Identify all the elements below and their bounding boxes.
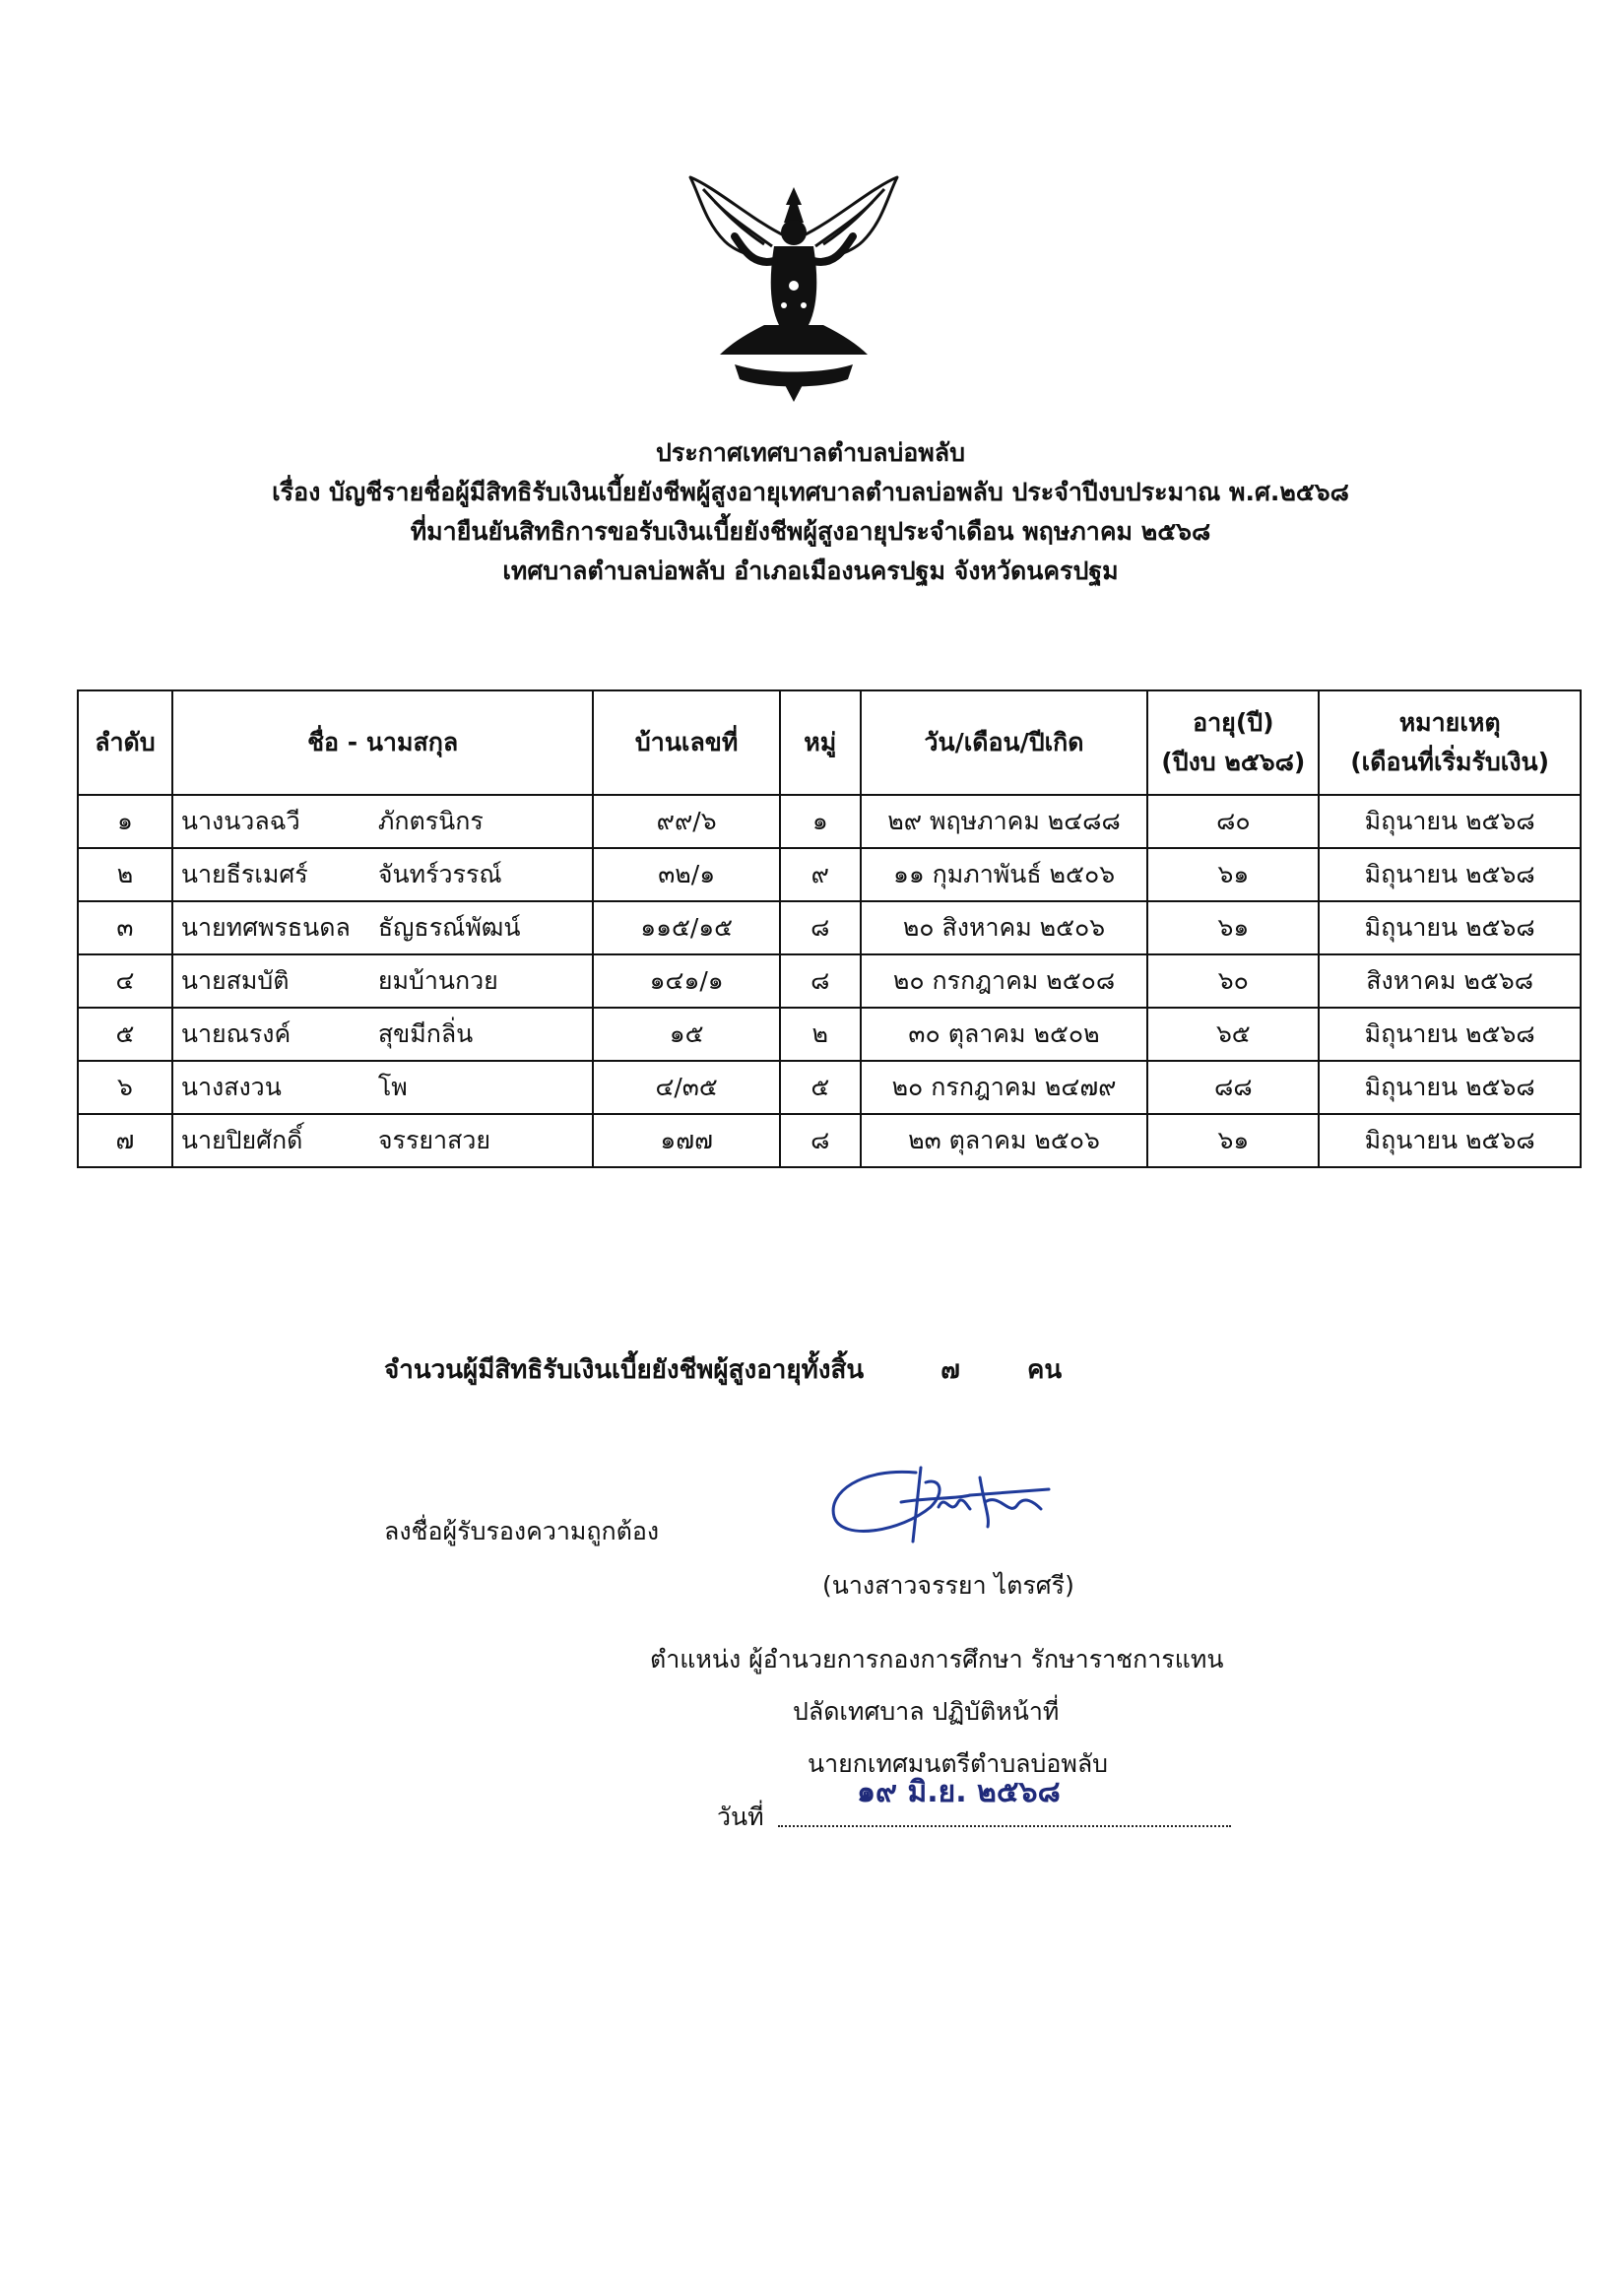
cell-moo: ๙: [780, 848, 861, 901]
cell-age: ๘๐: [1147, 795, 1319, 848]
heading-line-4: เทศบาลตำบลบ่อพลับ อำเภอเมืองนครปฐม จังหวัดนครปฐม: [502, 557, 1119, 585]
cell-no: ๓: [78, 901, 172, 954]
cell-remark: มิถุนายน ๒๕๖๘: [1319, 848, 1581, 901]
first-name: นายสมบัติ: [180, 966, 290, 995]
cell-dob: ๒๓ ตุลาคม ๒๕๐๖: [861, 1114, 1148, 1167]
cell-age: ๘๘: [1147, 1061, 1319, 1114]
last-name: จันทร์วรรณ์: [377, 860, 502, 888]
cell-moo: ๘: [780, 954, 861, 1008]
garuda-emblem: [676, 167, 912, 404]
header-moo: หมู่: [780, 690, 861, 795]
total-count: ๗: [940, 1355, 960, 1385]
heading-line-2: เรื่อง บัญชีรายชื่อผู้มีสิทธิรับเงินเบี้ยยังชีพผู้สูงอายุเทศบาลตำบลบ่อพลับ ประจำปีงบประมาณ พ.ศ.๒๕๖๘: [272, 478, 1349, 506]
cell-name: [172, 1008, 594, 1061]
header-remark-line-1: หมายเหตุ: [1398, 708, 1501, 737]
date-stamp: ๑๙ มิ.ย. ๒๕๖๘: [857, 1775, 1061, 1809]
cell-moo: ๕: [780, 1061, 861, 1114]
cell-dob: ๒๐ กรกฎาคม ๒๔๗๙: [861, 1061, 1148, 1114]
cell-remark: มิถุนายน ๒๕๖๘: [1319, 1061, 1581, 1114]
cell-remark: มิถุนายน ๒๕๖๘: [1319, 901, 1581, 954]
heading-line-3: ที่มายืนยันสิทธิการขอรับเงินเบี้ยยังชีพผู้สูงอายุประจำเดือน พฤษภาคม ๒๕๖๘: [410, 517, 1211, 546]
table-header-row: [78, 690, 1581, 795]
cell-no: ๗: [78, 1114, 172, 1167]
cell-house: ๓๒/๑: [593, 848, 780, 901]
heading-line-1: ประกาศเทศบาลตำบลบ่อพลับ: [656, 438, 965, 467]
cell-name: [172, 1061, 594, 1114]
last-name: ยมบ้านกวย: [377, 966, 498, 995]
cell-house: ๑๔๑/๑: [593, 954, 780, 1008]
cell-age: ๖๕: [1147, 1008, 1319, 1061]
cell-no: ๔: [78, 954, 172, 1008]
last-name: จรรยาสวย: [377, 1126, 491, 1154]
cell-dob: ๒๐ สิงหาคม ๒๕๐๖: [861, 901, 1148, 954]
header-age-line-1: อายุ(ปี): [1193, 708, 1274, 737]
header-name: ชื่อ - นามสกุล: [172, 690, 594, 795]
total-label: จำนวนผู้มีสิทธิรับเงินเบี้ยยังชีพผู้สูงอายุทั้งสิ้น: [384, 1355, 865, 1385]
cell-moo: ๘: [780, 1114, 861, 1167]
cell-name: [172, 848, 594, 901]
header-house: บ้านเลขที่: [593, 690, 780, 795]
header-no: ลำดับ: [78, 690, 172, 795]
cell-dob: ๒๙ พฤษภาคม ๒๔๘๘: [861, 795, 1148, 848]
cell-house: ๑๑๕/๑๕: [593, 901, 780, 954]
table-row: [78, 1008, 1581, 1061]
cell-no: ๖: [78, 1061, 172, 1114]
table-row: [78, 954, 1581, 1008]
signer-position-2: ปลัดเทศบาล ปฏิบัติหน้าที่: [793, 1697, 1060, 1726]
announcement-heading: [0, 433, 1621, 591]
first-name: นายณรงค์: [180, 1019, 292, 1048]
first-name: นายปิยศักดิ์: [180, 1126, 303, 1154]
cell-remark: มิถุนายน ๒๕๖๘: [1319, 1008, 1581, 1061]
first-name: นายธีรเมศร์: [180, 860, 308, 888]
header-age: [1147, 690, 1319, 795]
cell-age: ๖๑: [1147, 1114, 1319, 1167]
cell-age: ๖๑: [1147, 848, 1319, 901]
last-name: ธัญธรณ์พัฒน์: [377, 913, 521, 942]
cell-moo: ๒: [780, 1008, 861, 1061]
table-row: [78, 795, 1581, 848]
last-name: ภักตรนิกร: [377, 807, 484, 835]
cell-no: ๑: [78, 795, 172, 848]
cell-no: ๕: [78, 1008, 172, 1061]
cell-remark: มิถุนายน ๒๕๖๘: [1319, 1114, 1581, 1167]
last-name: สุขมีกลิ่น: [377, 1019, 474, 1048]
cell-name: [172, 795, 594, 848]
table-row: [78, 901, 1581, 954]
cell-age: ๖๐: [1147, 954, 1319, 1008]
first-name: นางนวลฉวี: [180, 807, 300, 835]
signer-position-3: นายกเทศมนตรีตำบลบ่อพลับ: [808, 1749, 1109, 1778]
date-dotted-line: [778, 1825, 1231, 1827]
cell-house: ๑๕: [593, 1008, 780, 1061]
cell-house: ๑๗๗: [593, 1114, 780, 1167]
total-summary: [384, 1349, 1062, 1390]
cell-house: ๔/๓๕: [593, 1061, 780, 1114]
handwritten-signature: [822, 1448, 1078, 1556]
last-name: โพ: [377, 1073, 408, 1101]
total-unit: คน: [1026, 1355, 1063, 1385]
cell-moo: ๘: [780, 901, 861, 954]
first-name: นายทศพรธนดล: [180, 913, 351, 942]
first-name: นางสงวน: [180, 1073, 282, 1101]
cell-remark: สิงหาคม ๒๕๖๘: [1319, 954, 1581, 1008]
cell-age: ๖๑: [1147, 901, 1319, 954]
beneficiary-table: [77, 689, 1582, 1168]
cell-dob: ๑๑ กุมภาพันธ์ ๒๕๐๖: [861, 848, 1148, 901]
signer-name: (นางสาวจรรยา ไตรศรี): [822, 1571, 1074, 1600]
cell-moo: ๑: [780, 795, 861, 848]
signer-position-1: ตำแหน่ง ผู้อำนวยการกองการศึกษา รักษาราชการแทน: [650, 1645, 1224, 1673]
cell-name: [172, 901, 594, 954]
table-row: [78, 1114, 1581, 1167]
date-label: วันที่: [717, 1803, 764, 1831]
header-remark-line-2: (เดือนที่เริ่มรับเงิน): [1350, 748, 1550, 776]
header-remark: [1319, 690, 1581, 795]
cell-dob: ๒๐ กรกฎาคม ๒๕๐๘: [861, 954, 1148, 1008]
cell-dob: ๓๐ ตุลาคม ๒๕๐๒: [861, 1008, 1148, 1061]
cell-name: [172, 1114, 594, 1167]
cell-name: [172, 954, 594, 1008]
cell-no: ๒: [78, 848, 172, 901]
header-age-line-2: (ปีงบ ๒๕๖๘): [1161, 748, 1306, 776]
table-row: [78, 1061, 1581, 1114]
cell-remark: มิถุนายน ๒๕๖๘: [1319, 795, 1581, 848]
certifier-label: ลงชื่อผู้รับรองความถูกต้อง: [384, 1517, 660, 1545]
header-dob: วัน/เดือน/ปีเกิด: [861, 690, 1148, 795]
table-row: [78, 848, 1581, 901]
cell-house: ๙๙/๖: [593, 795, 780, 848]
